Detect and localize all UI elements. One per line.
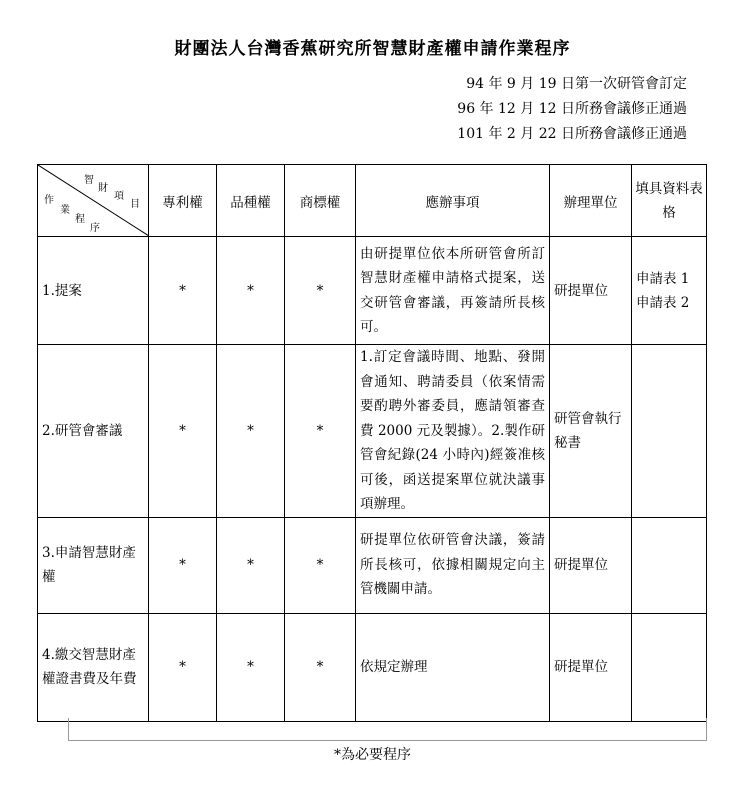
forms-cell xyxy=(632,517,707,613)
document-title: 財團法人台灣香蕉研究所智慧財產權申請作業程序 xyxy=(174,39,571,59)
unit-cell: 研管會執行秘書 xyxy=(550,345,632,518)
forms-cell xyxy=(632,613,707,721)
history-line: 96 年 12 月 12 日所務會議修正通過 xyxy=(457,101,687,117)
patent-mark: * xyxy=(149,237,217,345)
matters-cell: 1.訂定會議時間、地點、發開會通知、聘請委員（依案情需要酌聘外審委員，應請領審查費 2000 元及製據）。2.製作研管會紀錄(24 小時內)經簽准核可後，函送提案單位就決議事項辦理。 xyxy=(356,345,550,518)
history-line: 101 年 2 月 22 日所務會議修正通過 xyxy=(457,126,687,142)
table-row xyxy=(38,613,707,721)
trademark-mark: * xyxy=(285,613,356,721)
variety-mark: * xyxy=(217,345,285,518)
step-cell: 1.提案 xyxy=(38,237,149,345)
header-variety: 品種權 xyxy=(217,165,285,237)
forms-cell xyxy=(632,237,707,345)
footer-frame xyxy=(68,718,707,741)
trademark-mark: * xyxy=(285,517,356,613)
trademark-mark: * xyxy=(285,237,356,345)
item-label-char: 目 xyxy=(130,199,140,210)
matters-cell: 依規定辦理 xyxy=(356,613,550,721)
matters-cell: 研提單位依研管會決議，簽請所長核可，依據相關規定向主管機關申請。 xyxy=(356,517,550,613)
history-line: 94 年 9 月 19 日第一次研管會訂定 xyxy=(466,76,687,92)
unit-cell: 研提單位 xyxy=(550,517,632,613)
patent-mark: * xyxy=(149,613,217,721)
forms-cell xyxy=(632,345,707,518)
procedure-label-char: 作 xyxy=(44,195,54,206)
unit-cell: 研提單位 xyxy=(550,237,632,345)
step-cell: 4.繳交智慧財產權證書費及年費 xyxy=(38,613,149,721)
revision-history xyxy=(457,72,687,147)
item-label-char: 財 xyxy=(98,183,108,194)
item-label-char: 項 xyxy=(114,191,124,202)
procedure-label-char: 程 xyxy=(75,214,85,225)
table-row xyxy=(38,237,707,345)
trademark-mark: * xyxy=(285,345,356,518)
header-trademark: 商標權 xyxy=(285,165,356,237)
procedure-label-char: 序 xyxy=(90,223,100,234)
step-cell: 2.研管會審議 xyxy=(38,345,149,518)
form-item: 申請表 2 xyxy=(636,294,690,311)
header-unit: 辦理單位 xyxy=(550,165,632,237)
form-item: 申請表 1 xyxy=(636,270,690,287)
procedure-label-char: 業 xyxy=(60,205,70,216)
item-label-char: 智 xyxy=(84,175,94,186)
patent-mark: * xyxy=(149,345,217,518)
diagonal-header-cell xyxy=(38,165,149,237)
variety-mark: * xyxy=(217,517,285,613)
header-matters: 應辦事項 xyxy=(356,165,550,237)
header-patent: 專利權 xyxy=(149,165,217,237)
procedure-table xyxy=(37,164,707,722)
footnote: *為必要程序 xyxy=(334,747,411,763)
patent-mark: * xyxy=(149,517,217,613)
step-cell: 3.申請智慧財產權 xyxy=(38,517,149,613)
unit-cell: 研提單位 xyxy=(550,613,632,721)
variety-mark: * xyxy=(217,237,285,345)
table-row xyxy=(38,517,707,613)
header-forms: 填具資料表格 xyxy=(632,165,707,237)
header-row xyxy=(38,165,707,237)
variety-mark: * xyxy=(217,613,285,721)
matters-cell: 由研提單位依本所研管會所訂智慧財產權申請格式提案，送交研管會審議，再簽請所長核可。 xyxy=(356,237,550,345)
table-row xyxy=(38,345,707,518)
